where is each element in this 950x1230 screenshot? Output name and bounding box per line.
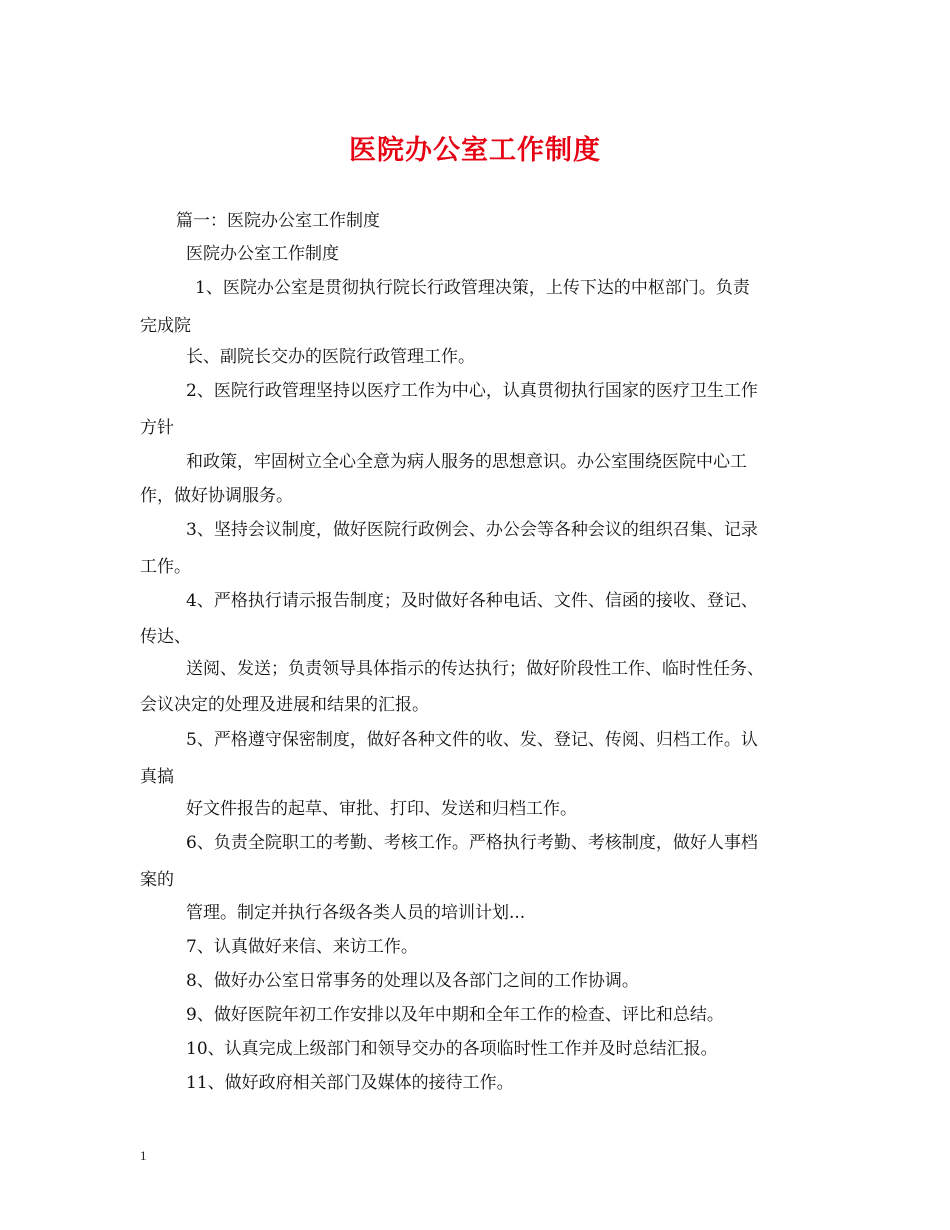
paragraph-line: 长、副院长交办的医院行政管理工作。 — [186, 347, 475, 367]
paragraph-line: 3、坚持会议制度，做好医院行政例会、办公会等各种会议的组织召集、记录 — [186, 520, 758, 540]
paragraph-line: 8、做好办公室日常事务的处理以及各部门之间的工作协调。 — [186, 971, 639, 991]
paragraph-line: 和政策，牢固树立全心全意为病人服务的思想意识。办公室围绕医院中心工 — [186, 452, 747, 472]
paragraph-line: 真搞 — [140, 767, 174, 787]
paragraph-line: 2、医院行政管理坚持以医疗工作为中心，认真贯彻执行国家的医疗卫生工作 — [186, 381, 758, 401]
subheading: 医院办公室工作制度 — [186, 244, 339, 264]
paragraph-line: 送阅、发送；负责领导具体指示的传达执行；做好阶段性工作、临时性任务、 — [186, 659, 764, 679]
paragraph-line: 传达、 — [140, 627, 191, 647]
paragraph-line: 方针 — [140, 418, 174, 438]
section-heading: 篇一：医院办公室工作制度 — [176, 211, 380, 231]
paragraph-line: 管理。制定并执行各级各类人员的培训计划... — [186, 903, 526, 923]
paragraph-line: 9、做好医院年初工作安排以及年中期和全年工作的检查、评比和总结。 — [186, 1005, 724, 1025]
paragraph-line: 4、严格执行请示报告制度；及时做好各种电话、文件、信函的接收、登记、 — [186, 591, 758, 611]
paragraph-line: 好文件报告的起草、审批、打印、发送和归档工作。 — [186, 799, 577, 819]
paragraph-line: 5、严格遵守保密制度，做好各种文件的收、发、登记、传阅、归档工作。认 — [186, 730, 758, 750]
paragraph-line: 11、做好政府相关部门及媒体的接待工作。 — [186, 1073, 514, 1093]
paragraph-line: 作，做好协调服务。 — [140, 486, 293, 506]
paragraph-line: 完成院 — [140, 316, 191, 336]
paragraph-line: 6、负责全院职工的考勤、考核工作。严格执行考勤、考核制度，做好人事档 — [186, 833, 758, 853]
paragraph-line: 7、认真做好来信、来访工作。 — [186, 937, 418, 957]
paragraph-line: 会议决定的处理及进展和结果的汇报。 — [140, 695, 429, 715]
paragraph-line: 工作。 — [140, 557, 191, 577]
paragraph-line: 案的 — [140, 870, 174, 890]
paragraph-line: 1、医院办公室是贯彻执行院长行政管理决策，上传下达的中枢部门。负责 — [195, 278, 750, 298]
paragraph-line: 10、认真完成上级部门和领导交办的各项临时性工作并及时总结汇报。 — [186, 1039, 718, 1059]
document-title: 医院办公室工作制度 — [349, 135, 601, 166]
page-number: 1 — [140, 1148, 147, 1163]
